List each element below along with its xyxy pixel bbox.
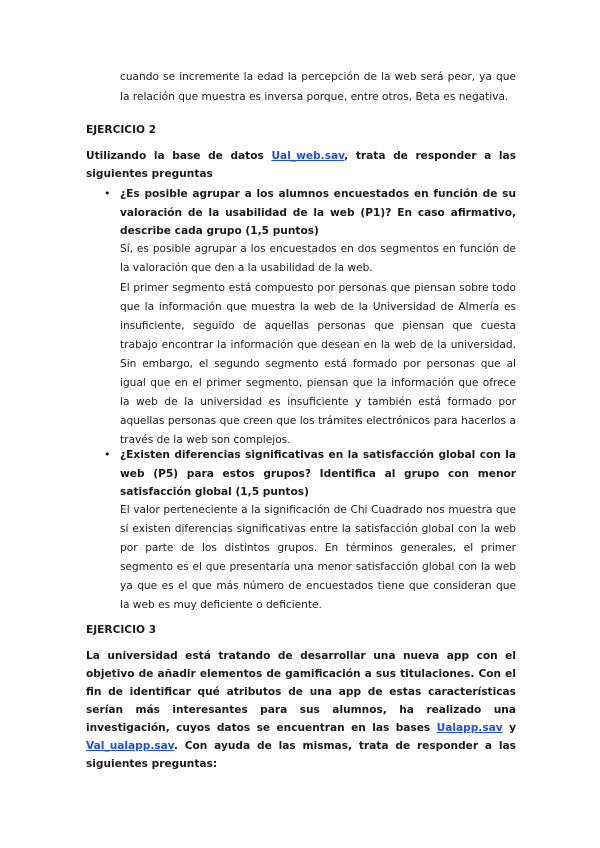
exercise-3-text-before: La universidad está tratando de desarrollar una nueva app con el objetivo de añadir elementos de gamificación a sus titulaciones. Con el fin de identificar qué atributos de una app de estas características serían más interesantes para sus alumnos, ha realizado una investigación, cuyos datos se encuentran en las bases — [86, 650, 516, 734]
ualapp-sav-link[interactable]: Ualapp.sav — [436, 722, 503, 734]
exercise-3-mid: y — [502, 722, 516, 734]
question-2: ¿Existen diferencias significativas en la satisfacción global con la web (P5) para estos grupos? Identifica al grupo con menor satisfacción global (1,5 puntos) — [120, 449, 516, 498]
exercise-2-prompt-after: , trata de responder a las siguientes preguntas — [86, 150, 516, 180]
bullet-icon: • — [104, 187, 111, 200]
answer-1-paragraph-2: El primer segmento está compuesto por personas que piensan sobre todo que la información que muestra la web de la Universidad de Almería es insuficiente, seguido de aquellas personas que piensan que cuesta trabajo encontrar la información que desean en la web de la universidad. Sin embargo, el segundo segmento está formado por personas que al igual que en el primer segmento, piensan que la información que ofrece la web de la universidad es insuficiente y también está formado por aquellas personas que creen que los trámites electrónicos para hacerlos a través de la web son complejos. — [120, 282, 516, 446]
exercise-3-text-after: . Con ayuda de las mismas, trata de responder a las siguientes preguntas: — [86, 740, 516, 770]
intro-paragraph: cuando se incremente la edad la percepción de la web será peor, ya que la relación que muestra es inversa porque, entre otros, Beta es negativa. — [120, 71, 516, 103]
bullet-icon: • — [104, 448, 111, 461]
exercise-2-prompt-before: Utilizando la base de datos — [86, 150, 272, 162]
answer-1-paragraph-1: Sí, es posible agrupar a los encuestados en dos segmentos en función de la valoración que den a la usabilidad de la web. — [120, 243, 516, 274]
ual-web-sav-link[interactable]: Ual_web.sav — [271, 150, 345, 162]
answer-2-paragraph: El valor perteneciente a la significación de Chi Cuadrado nos muestra que sí existen diferencias significativas entre la satisfacción global con la web por parte de los distintos grupos. En términos generales, el primer segmento es el que presentaría una menor satisfacción global con la web ya que es el que más número de encuestados tiene que consideran que la web es muy deficiente o deficiente. — [120, 504, 516, 611]
exercise-3-heading: EJERCICIO 3 — [86, 624, 157, 636]
exercise-2-prompt — [86, 147, 516, 183]
exercise-2-heading: EJERCICIO 2 — [86, 124, 157, 136]
val-ualapp-sav-link[interactable]: Val_ualapp.sav — [86, 740, 174, 752]
exercise-3-prompt — [86, 647, 516, 773]
question-1: ¿Es posible agrupar a los alumnos encuestados en función de su valoración de la usabilidad de la web (P1)? En caso afirmativo, describe cada grupo (1,5 puntos) — [120, 188, 516, 237]
